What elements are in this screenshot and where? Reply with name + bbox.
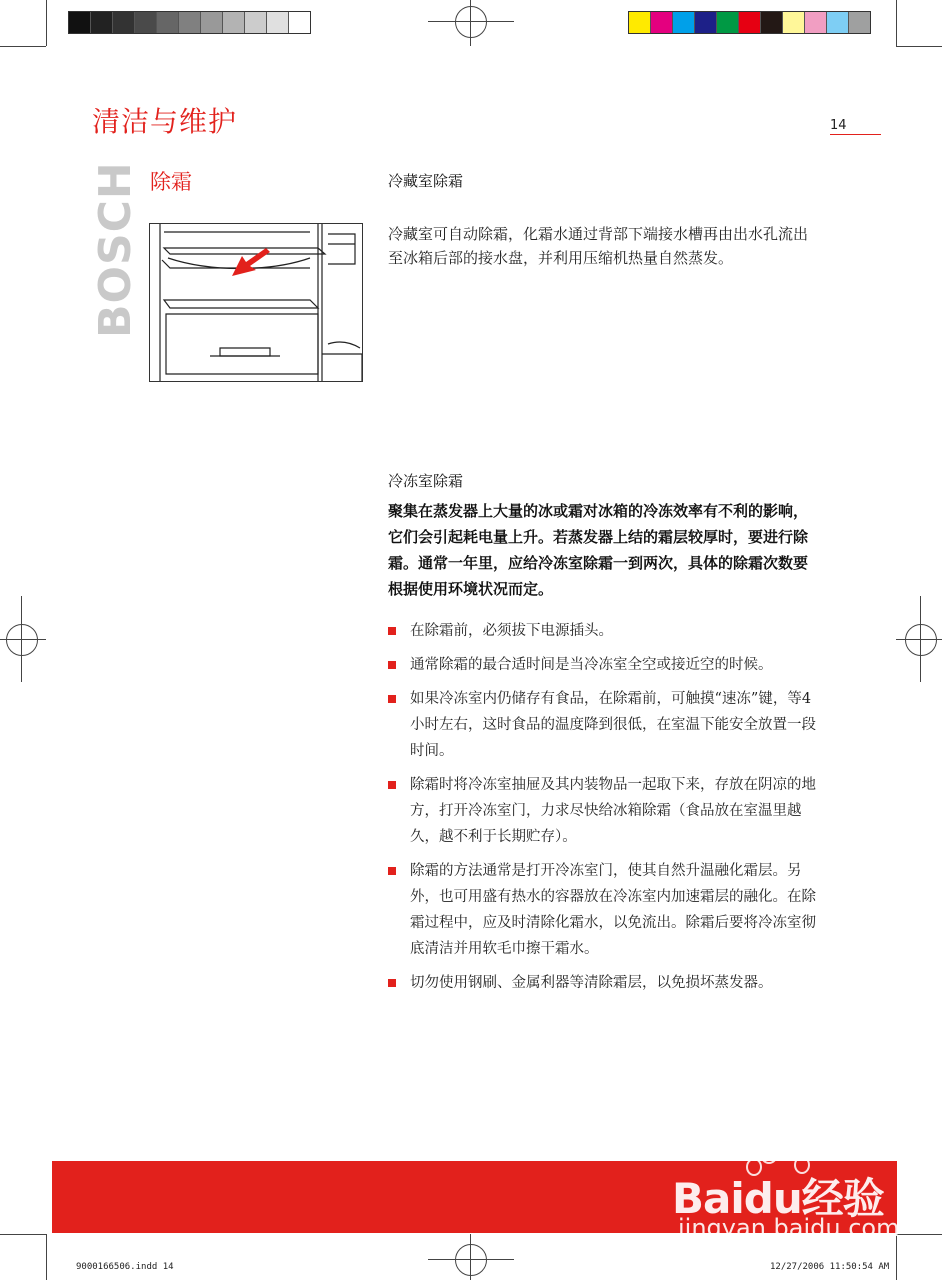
brand-name: BOSCH	[90, 161, 141, 338]
freezer-defrost-heading: 冷冻室除霜	[388, 472, 464, 490]
color-swatch	[651, 12, 673, 33]
baidu-jingyan-watermark	[668, 1140, 898, 1250]
list-item: 如果冷冻室内仍储存有食品，在除霜前，可触摸“速冻”键，等4小时左右，这时食品的温度降到很低，在室温下能安全放置一段时间。	[388, 686, 820, 764]
fridge-defrost-text: 冷藏室可自动除霜，化霜水通过背部下端接水槽再由出水孔流出至冰箱后部的接水盘，并利用压缩机热量自然蒸发。	[388, 225, 809, 267]
bullet-square-icon	[388, 661, 396, 669]
bullet-square-icon	[388, 867, 396, 875]
color-swatch	[113, 12, 135, 33]
page-title: 清洁与维护	[92, 105, 238, 138]
list-item: 切勿使用钢刷、金属利器等清除霜层，以免损坏蒸发器。	[388, 970, 820, 996]
paw-icon	[780, 1140, 798, 1160]
list-item: 通常除霜的最合适时间是当冷冻室全空或接近空的时候。	[388, 652, 820, 678]
color-swatch	[289, 12, 310, 33]
color-swatch	[245, 12, 267, 33]
list-item: 除霜时将冷冻室抽屉及其内装物品一起取下来，存放在阴凉的地方，打开冷冻室门，力求尽快给冰箱除霜（食品放在室温里越久，越不利于长期贮存）。	[388, 772, 820, 850]
color-swatch	[673, 12, 695, 33]
freezer-defrost-intro: 聚集在蒸发器上大量的冰或霜对冰箱的冷冻效率有不利的影响，它们会引起耗电量上升。若蒸发器上结的霜层较厚时，要进行除霜。通常一年里，应给冷冻室除霜一到两次，具体的除霜次数要根据使用环境状况而定。	[388, 502, 809, 598]
slug-timestamp: 12/27/2006 11:50:54 AM	[770, 1262, 890, 1272]
color-swatch	[223, 12, 245, 33]
bullet-square-icon	[388, 979, 396, 987]
list-item: 在除霜前，必须拔下电源插头。	[388, 618, 820, 644]
process-color-bar	[628, 11, 871, 34]
list-item: 除霜的方法通常是打开冷冻室门，使其自然升温融化霜层。另外，也可用盛有热水的容器放在冷冻室内加速霜层的融化。在除霜过程中，应及时清除化霜水，以免流出。除霜后要将冷冻室彻底清洁并用软毛巾擦干霜水。	[388, 858, 820, 962]
watermark-url: jingyan.baidu.com	[678, 1214, 900, 1242]
color-swatch	[201, 12, 223, 33]
bullet-square-icon	[388, 781, 396, 789]
color-swatch	[157, 12, 179, 33]
color-swatch	[135, 12, 157, 33]
color-swatch	[761, 12, 783, 33]
color-swatch	[783, 12, 805, 33]
color-swatch	[91, 12, 113, 33]
freezer-defrost-bullet-list	[388, 618, 820, 1004]
fridge-defrost-illustration	[149, 223, 363, 382]
fridge-defrost-heading: 冷藏室除霜	[388, 172, 464, 190]
color-swatch	[827, 12, 849, 33]
gray-color-bar	[68, 11, 311, 34]
paw-icon	[760, 1144, 778, 1164]
color-swatch	[805, 12, 827, 33]
color-swatch	[179, 12, 201, 33]
bullet-square-icon	[388, 695, 396, 703]
watermark-logo: Baidu经验	[672, 1174, 884, 1223]
color-swatch	[717, 12, 739, 33]
slug-file-name: 9000166506.indd 14	[76, 1262, 174, 1272]
color-swatch	[695, 12, 717, 33]
color-swatch	[739, 12, 761, 33]
color-swatch	[267, 12, 289, 33]
color-swatch	[629, 12, 651, 33]
color-swatch	[849, 12, 870, 33]
section-title: 除霜	[150, 170, 192, 194]
bullet-square-icon	[388, 627, 396, 635]
fridge-interior-drawing	[150, 224, 362, 381]
page-number: 14	[830, 118, 881, 135]
color-swatch	[69, 12, 91, 33]
